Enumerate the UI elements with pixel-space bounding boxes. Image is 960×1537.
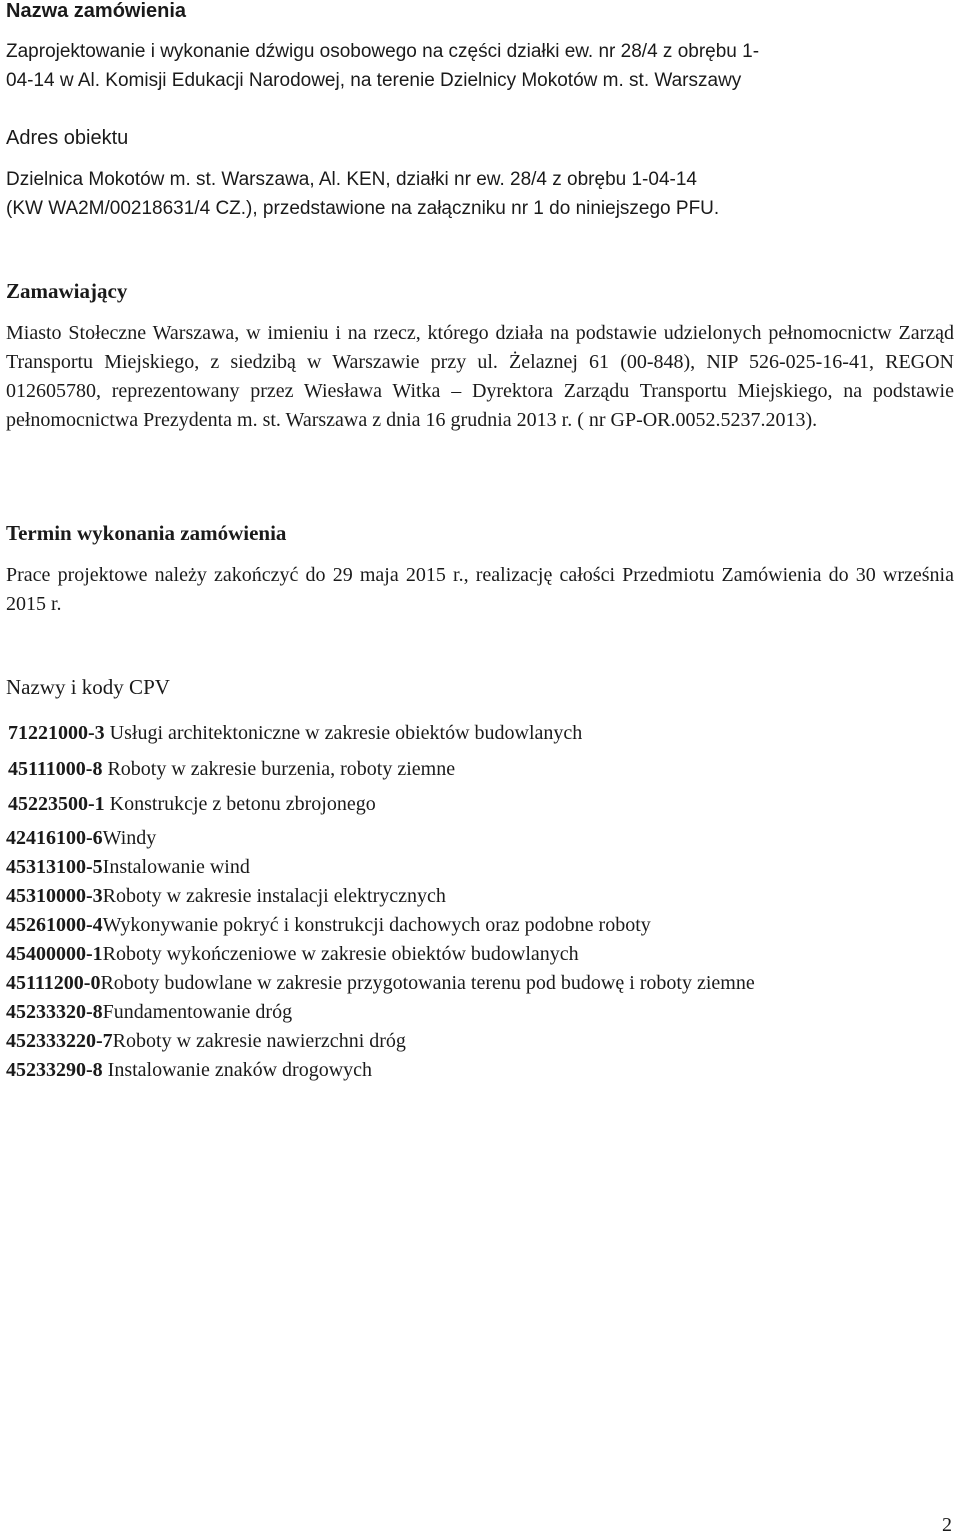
- contracting-authority-heading: Zamawiający: [6, 279, 128, 303]
- cpv-label: Roboty wykończeniowe w zakresie obiektów budowlanych: [102, 943, 579, 965]
- order-name-heading: Nazwa zamówienia: [6, 0, 187, 22]
- cpv-label: Usługi architektoniczne w zakresie obiektów budowlanych: [109, 722, 583, 744]
- cpv-code: 45233290-8: [6, 1059, 103, 1081]
- address-heading: Adres obiektu: [6, 127, 129, 149]
- cpv-item: [6, 1027, 406, 1055]
- cpv-item: [8, 755, 455, 783]
- order-name-text-line-2: 04-14 w Al. Komisji Edukacji Narodowej, na terenie Dzielnicy Mokotów m. st. Warszawy: [6, 70, 742, 91]
- page-number: 2: [942, 1514, 952, 1536]
- cpv-code: 42416100-6: [6, 827, 103, 849]
- cpv-item: [6, 998, 292, 1026]
- order-name-text-line-1: Zaprojektowanie i wykonanie dźwigu osobowego na części działki ew. nr 28/4 z obrębu 1-: [6, 41, 760, 62]
- cpv-label: Fundamentowanie dróg: [102, 1001, 293, 1023]
- cpv-label: Roboty w zakresie nawierzchni dróg: [112, 1030, 406, 1052]
- cpv-item: [6, 911, 651, 939]
- cpv-code: 45400000-1: [6, 943, 103, 965]
- cpv-code: 45261000-4: [6, 914, 103, 936]
- cpv-item: [8, 719, 582, 747]
- cpv-label: Roboty budowlane w zakresie przygotowania terenu pod budowę i roboty ziemne: [100, 972, 755, 994]
- cpv-label: Wykonywanie pokryć i konstrukcji dachowych oraz podobne roboty: [102, 914, 651, 936]
- cpv-label: Instalowanie wind: [102, 856, 250, 878]
- deadline-text: Prace projektowe należy zakończyć do 29 maja 2015 r., realizację całości Przedmiotu Zamówienia do 30 września 2015 r.: [6, 564, 954, 615]
- cpv-label: Roboty w zakresie instalacji elektrycznych: [102, 885, 446, 907]
- cpv-code: 45111200-0: [6, 972, 101, 994]
- cpv-code: 71221000-3: [8, 722, 105, 744]
- cpv-label: Instalowanie znaków drogowych: [102, 1059, 373, 1081]
- cpv-code: 452333220-7: [6, 1030, 113, 1052]
- cpv-code: 45223500-1: [8, 793, 105, 815]
- cpv-label: Roboty w zakresie burzenia, roboty ziemne: [107, 758, 456, 780]
- cpv-code: 45233320-8: [6, 1001, 103, 1023]
- cpv-item: [6, 969, 755, 997]
- cpv-item: [6, 940, 579, 968]
- contracting-authority-text: Miasto Stołeczne Warszawa, w imieniu i na rzecz, którego działa na podstawie udzielonych pełnomocnictw Zarząd Transportu Miejskiego, z siedzibą w Warszawie przy ul. Żelaznej 61 (00-848), NIP 526-025-16-41, REGON 012605780, reprezentowany przez Wiesława Witka – Dyrektora Zarządu Transportu Miejskiego, na podstawie pełnomocnictwa Prezydenta m. st. Warszawa z dnia 16 grudnia 2013 r. ( nr GP-OR.0052.5237.2013).: [6, 322, 954, 431]
- cpv-item: [6, 1056, 372, 1084]
- cpv-code: 45111000-8: [8, 758, 103, 780]
- address-text-line-2: (KW WA2M/00218631/4 CZ.), przedstawione na załączniku nr 1 do niniejszego PFU.: [6, 198, 720, 219]
- cpv-code: 45313100-5: [6, 856, 103, 878]
- cpv-item: [6, 882, 446, 910]
- cpv-item: [6, 853, 250, 881]
- address-text-line-1: Dzielnica Mokotów m. st. Warszawa, Al. KEN, działki nr ew. 28/4 z obrębu 1-04-14: [6, 169, 697, 190]
- deadline-heading: Termin wykonania zamówienia: [6, 521, 287, 545]
- cpv-code: 45310000-3: [6, 885, 103, 907]
- cpv-item: [8, 790, 376, 818]
- cpv-heading: Nazwy i kody CPV: [6, 675, 170, 699]
- cpv-label: Konstrukcje z betonu zbrojonego: [109, 793, 376, 815]
- cpv-item: [6, 824, 156, 852]
- cpv-label: Windy: [102, 827, 157, 849]
